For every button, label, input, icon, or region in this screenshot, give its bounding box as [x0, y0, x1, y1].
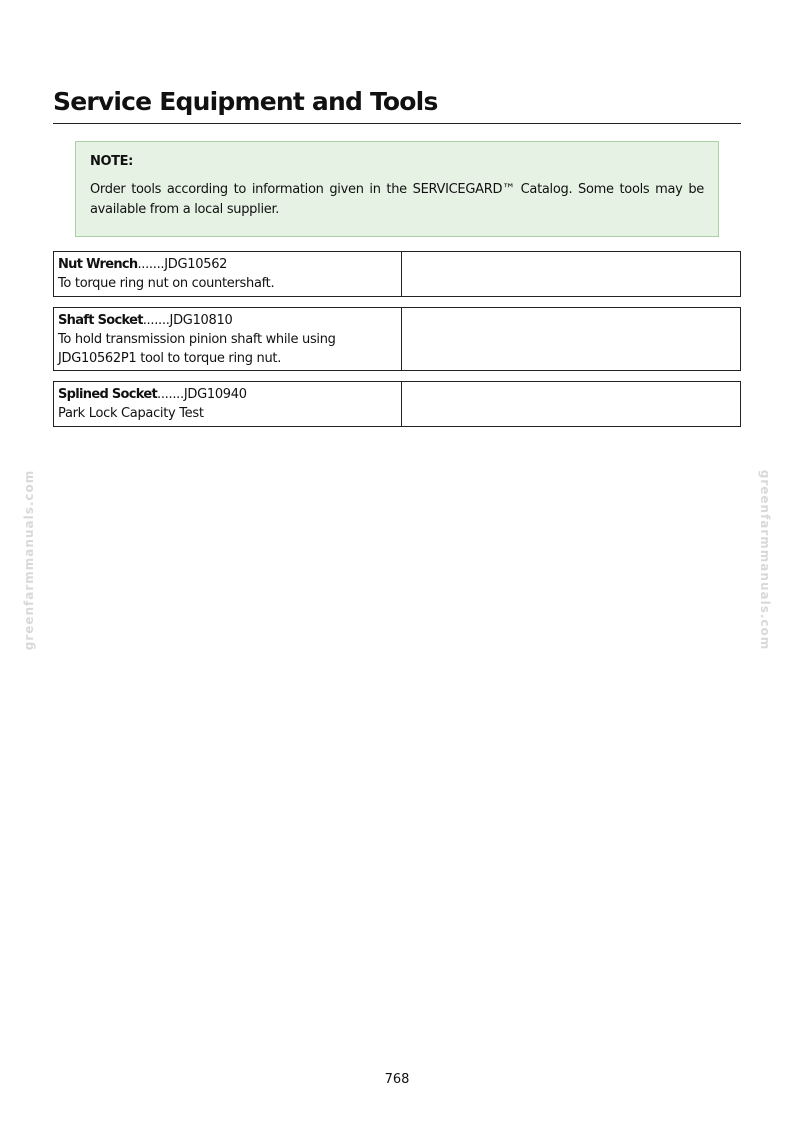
tool-name: Nut Wrench — [58, 257, 138, 272]
tool-description: To torque ring nut on countershaft. — [58, 276, 275, 291]
tool-description: To hold transmission pinion shaft while using JDG10562P1 tool to torque ring nut. — [58, 332, 336, 366]
tool-part-number: JDG10940 — [183, 387, 247, 402]
tool-part-number: JDG10810 — [169, 313, 233, 328]
note-title: NOTE: — [90, 154, 133, 169]
tool-name: Shaft Socket — [58, 313, 143, 328]
tool-table-nut-wrench — [53, 251, 741, 297]
tool-separator: ....... — [142, 313, 170, 328]
note-text: Order tools according to information given in the SERVICEGARD™ Catalog. Some tools may be available from a local supplier. — [90, 182, 704, 217]
tool-table-splined-socket — [53, 381, 741, 427]
tool-image-cell — [402, 382, 740, 426]
tool-info-cell — [54, 382, 402, 426]
tool-part-number: JDG10562 — [164, 257, 228, 272]
watermark-right: greenfarmmanuals.com — [758, 469, 772, 651]
tool-info-cell — [54, 252, 402, 296]
tool-heading — [58, 385, 397, 404]
tool-heading — [58, 255, 397, 274]
note-box — [75, 141, 719, 237]
tool-image-cell — [402, 252, 740, 296]
tool-info-cell — [54, 308, 402, 370]
tool-table-shaft-socket — [53, 307, 741, 371]
page-title: Service Equipment and Tools — [53, 86, 741, 124]
tool-description: Park Lock Capacity Test — [58, 406, 204, 421]
watermark-left: greenfarmmanuals.com — [22, 469, 36, 651]
tool-image-cell — [402, 308, 740, 370]
tool-separator: ....... — [157, 387, 184, 402]
tool-heading — [58, 311, 397, 330]
tool-name: Splined Socket — [58, 387, 158, 402]
page-number: 768 — [384, 1072, 410, 1087]
tool-separator: ....... — [137, 257, 165, 272]
